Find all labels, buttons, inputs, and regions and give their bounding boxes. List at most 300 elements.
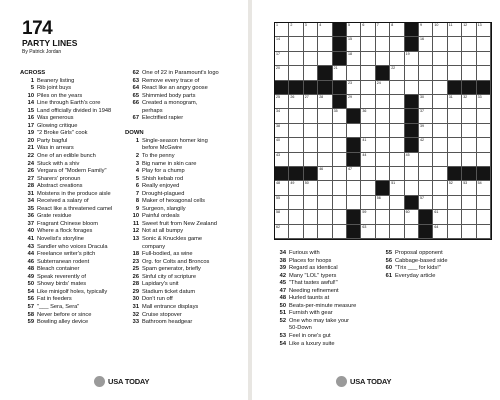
grid-cell[interactable] — [448, 109, 462, 123]
cell-number: 57 — [420, 195, 424, 200]
grid-cell[interactable] — [318, 210, 332, 224]
grid-cell[interactable] — [304, 37, 318, 51]
grid-cell[interactable] — [419, 124, 433, 138]
grid-cell[interactable] — [333, 167, 347, 181]
grid-cell[interactable] — [347, 124, 361, 138]
grid-cell[interactable] — [333, 225, 347, 239]
grid-cell[interactable] — [275, 95, 289, 109]
grid-block — [347, 225, 361, 239]
grid-cell[interactable] — [390, 52, 404, 66]
grid-cell[interactable] — [376, 95, 390, 109]
clue-text: React like a threatened camel — [37, 205, 113, 212]
cell-number: 53 — [463, 181, 468, 186]
clue-item — [272, 273, 374, 281]
grid-cell[interactable] — [433, 23, 447, 37]
grid-cell[interactable] — [390, 153, 404, 167]
grid-cell[interactable] — [390, 196, 404, 210]
grid-cell[interactable] — [289, 196, 303, 210]
grid-cell[interactable] — [405, 52, 419, 66]
grid-cell[interactable] — [376, 37, 390, 51]
grid-cell[interactable] — [477, 153, 491, 167]
clue-item — [20, 93, 122, 101]
clue-number: 50 — [27, 281, 34, 288]
grid-cell[interactable] — [318, 109, 332, 123]
clue-text: One who may take your — [289, 317, 350, 324]
grid-cell[interactable] — [448, 196, 462, 210]
grid-cell[interactable] — [448, 124, 462, 138]
grid-cell[interactable] — [347, 95, 361, 109]
grid-cell[interactable] — [318, 225, 332, 239]
grid-cell[interactable] — [390, 109, 404, 123]
clue-item — [125, 289, 243, 297]
grid-cell[interactable] — [289, 124, 303, 138]
grid-block — [405, 95, 419, 109]
cell-number: 40 — [276, 138, 280, 143]
grid-cell[interactable] — [333, 196, 347, 210]
grid-cell[interactable] — [376, 138, 390, 152]
clue-item — [20, 296, 122, 304]
clue-text: Maker of hexagonal cells — [142, 198, 205, 205]
grid-cell[interactable] — [405, 66, 419, 80]
clue-item — [378, 273, 488, 281]
grid-cell[interactable] — [361, 138, 375, 152]
cell-number: 27 — [304, 95, 309, 99]
clue-item — [20, 259, 122, 267]
grid-block — [275, 81, 289, 95]
grid-cell[interactable] — [477, 37, 491, 51]
grid-cell[interactable] — [361, 23, 375, 37]
grid-cell[interactable] — [419, 138, 433, 152]
cell-number: 43 — [276, 152, 280, 157]
clue-text: Received a salary of — [37, 198, 89, 205]
grid-cell[interactable] — [462, 52, 476, 66]
grid-cell[interactable] — [347, 52, 361, 66]
clue-number: 65 — [132, 92, 139, 99]
grid-cell[interactable] — [361, 196, 375, 210]
grid-cell[interactable] — [289, 66, 303, 80]
grid-cell[interactable] — [477, 23, 491, 37]
grid-cell[interactable] — [419, 153, 433, 167]
grid-cell[interactable] — [433, 37, 447, 51]
clue-item — [20, 153, 122, 161]
clue-number: 31 — [27, 190, 34, 197]
grid-cell[interactable] — [376, 167, 390, 181]
grid-cell[interactable] — [462, 23, 476, 37]
puzzle-number: 174 — [22, 18, 53, 39]
grid-cell[interactable] — [448, 181, 462, 195]
grid-cell[interactable] — [477, 66, 491, 80]
grid-cell[interactable] — [405, 167, 419, 181]
grid-cell[interactable] — [361, 52, 375, 66]
grid-cell[interactable] — [289, 153, 303, 167]
clue-item — [125, 161, 243, 169]
grid-cell[interactable] — [433, 81, 447, 95]
grid-cell[interactable] — [390, 81, 404, 95]
grid-cell[interactable] — [462, 95, 476, 109]
clue-text: Rib joint buys — [37, 85, 72, 92]
grid-cell[interactable] — [275, 66, 289, 80]
clue-item — [125, 183, 243, 191]
grid-cell[interactable] — [448, 66, 462, 80]
grid-cell[interactable] — [333, 66, 347, 80]
grid-cell[interactable] — [419, 95, 433, 109]
grid-cell[interactable] — [304, 138, 318, 152]
grid-cell[interactable] — [289, 181, 303, 195]
clue-item — [20, 206, 122, 214]
clue-item — [20, 183, 122, 191]
grid-block — [347, 109, 361, 123]
grid-cell[interactable] — [390, 167, 404, 181]
grid-cell[interactable] — [390, 225, 404, 239]
grid-cell[interactable] — [347, 81, 361, 95]
grid-block — [333, 23, 347, 37]
grid-cell[interactable] — [419, 196, 433, 210]
grid-cell[interactable] — [361, 167, 375, 181]
grid-cell[interactable] — [477, 52, 491, 66]
grid-cell[interactable] — [462, 66, 476, 80]
grid-cell[interactable] — [405, 210, 419, 224]
grid-cell[interactable] — [376, 23, 390, 37]
grid-cell[interactable] — [433, 167, 447, 181]
grid-cell[interactable] — [275, 181, 289, 195]
grid-cell[interactable] — [462, 138, 476, 152]
grid-cell[interactable] — [448, 210, 462, 224]
grid-cell[interactable] — [376, 210, 390, 224]
grid-cell[interactable] — [419, 37, 433, 51]
grid-cell[interactable] — [347, 66, 361, 80]
grid-cell[interactable] — [448, 138, 462, 152]
grid-cell[interactable] — [433, 109, 447, 123]
clue-item — [20, 130, 122, 138]
clue-text: Sandler who voices Dracula — [37, 243, 108, 250]
grid-cell[interactable] — [275, 23, 289, 37]
grid-cell[interactable] — [376, 52, 390, 66]
grid-cell[interactable] — [318, 52, 332, 66]
cell-number: 34 — [276, 109, 280, 114]
clue-text: Fat in feeders — [37, 296, 72, 303]
grid-cell[interactable] — [433, 153, 447, 167]
grid-cell[interactable] — [419, 167, 433, 181]
grid-block — [304, 81, 318, 95]
grid-cell[interactable] — [275, 225, 289, 239]
clue-item — [125, 296, 243, 304]
cell-number: 46 — [319, 167, 324, 171]
clue-number: 59 — [27, 319, 34, 326]
grid-cell[interactable] — [275, 138, 289, 152]
grid-cell[interactable] — [361, 210, 375, 224]
clue-text: Sinful city of scripture — [142, 273, 197, 280]
cell-number: 3 — [304, 23, 307, 27]
grid-cell[interactable] — [376, 81, 390, 95]
clue-text: Bathroom headgear — [142, 319, 193, 326]
grid-cell[interactable] — [333, 109, 347, 123]
grid-cell[interactable] — [333, 138, 347, 152]
grid-cell[interactable] — [304, 181, 318, 195]
clue-number: 34 — [279, 250, 286, 256]
grid-cell[interactable] — [376, 124, 390, 138]
clue-item — [20, 138, 122, 146]
grid-cell[interactable] — [304, 52, 318, 66]
grid-cell[interactable] — [304, 23, 318, 37]
grid-cell[interactable] — [462, 109, 476, 123]
grid-cell[interactable] — [477, 210, 491, 224]
grid-cell[interactable] — [318, 196, 332, 210]
grid-cell[interactable] — [361, 81, 375, 95]
cell-number: 17 — [276, 51, 280, 56]
grid-cell[interactable] — [275, 37, 289, 51]
grid-cell[interactable] — [347, 23, 361, 37]
grid-block — [376, 66, 390, 80]
grid-cell[interactable] — [433, 124, 447, 138]
clue-number: 58 — [27, 311, 34, 318]
grid-cell[interactable] — [405, 225, 419, 239]
cell-number: 30 — [420, 95, 424, 99]
grid-cell[interactable] — [361, 225, 375, 239]
grid-cell[interactable] — [275, 153, 289, 167]
grid-cell[interactable] — [405, 81, 419, 95]
clue-item — [125, 168, 243, 176]
grid-cell[interactable] — [304, 153, 318, 167]
footer-brand-left: USA TODAY — [108, 377, 150, 386]
grid-cell[interactable] — [318, 167, 332, 181]
grid-cell[interactable] — [361, 181, 375, 195]
clue-item — [20, 221, 122, 229]
clue-number: 57 — [27, 303, 34, 310]
clue-number: 2 — [135, 153, 139, 160]
grid-cell[interactable] — [361, 153, 375, 167]
grid-cell[interactable] — [304, 124, 318, 138]
grid-cell[interactable] — [304, 210, 318, 224]
grid-cell[interactable] — [275, 52, 289, 66]
grid-cell[interactable] — [376, 109, 390, 123]
grid-cell[interactable] — [289, 225, 303, 239]
clue-text: Freelance writer's pitch — [37, 251, 96, 258]
grid-block — [405, 37, 419, 51]
grid-cell[interactable] — [304, 196, 318, 210]
grid-cell[interactable] — [304, 109, 318, 123]
grid-cell[interactable] — [361, 66, 375, 80]
grid-cell[interactable] — [318, 23, 332, 37]
grid-block — [419, 225, 433, 239]
clue-number: 47 — [279, 287, 286, 294]
clue-item — [20, 266, 122, 274]
grid-cell[interactable] — [347, 37, 361, 51]
grid-cell[interactable] — [405, 153, 419, 167]
cell-number: 24 — [376, 80, 381, 85]
grid-cell[interactable] — [304, 95, 318, 109]
cell-number: 52 — [448, 181, 453, 186]
grid-cell[interactable] — [304, 66, 318, 80]
clue-text: Speak reverently of — [37, 273, 87, 280]
grid-cell[interactable] — [462, 153, 476, 167]
grid-cell[interactable] — [419, 66, 433, 80]
grid-cell[interactable] — [333, 153, 347, 167]
grid-cell[interactable] — [477, 225, 491, 239]
grid-cell[interactable] — [361, 109, 375, 123]
grid-cell[interactable] — [390, 37, 404, 51]
clue-number: 30 — [132, 296, 139, 303]
grid-cell[interactable] — [477, 124, 491, 138]
grid-block — [289, 167, 303, 181]
grid-cell[interactable] — [390, 95, 404, 109]
grid-cell[interactable] — [390, 66, 404, 80]
grid-cell[interactable] — [433, 225, 447, 239]
clue-item — [125, 206, 243, 214]
grid-block — [405, 109, 419, 123]
clue-text: Was in arrears — [37, 145, 74, 152]
grid-cell[interactable] — [448, 52, 462, 66]
grid-cell[interactable] — [333, 181, 347, 195]
grid-cell[interactable] — [462, 37, 476, 51]
clue-text: Land officially divided in 1948 — [37, 107, 112, 114]
clue-number: 1 — [135, 137, 139, 144]
grid-cell[interactable] — [419, 81, 433, 95]
clue-item — [272, 303, 374, 311]
grid-cell[interactable] — [304, 225, 318, 239]
cell-number: 61 — [434, 210, 439, 215]
clue-text: Subterranean rodent — [37, 258, 90, 265]
clue-number: 41 — [27, 236, 34, 243]
clue-text: Mall entrance displays — [142, 303, 199, 310]
clue-text: Proposal opponent — [395, 250, 443, 256]
grid-cell[interactable] — [390, 181, 404, 195]
clue-item — [125, 251, 243, 259]
grid-cell[interactable] — [289, 138, 303, 152]
grid-cell[interactable] — [376, 153, 390, 167]
grid-cell[interactable] — [333, 210, 347, 224]
grid-cell[interactable] — [361, 37, 375, 51]
grid-cell[interactable] — [448, 95, 462, 109]
grid-cell[interactable] — [275, 210, 289, 224]
clue-number: 6 — [135, 183, 139, 190]
grid-cell[interactable] — [347, 196, 361, 210]
grid-cell[interactable] — [448, 37, 462, 51]
crossword-grid[interactable] — [274, 22, 492, 240]
clue-text: Sharers' pronoun — [37, 175, 81, 182]
clue-item — [272, 341, 374, 349]
cell-number: 41 — [362, 138, 367, 143]
grid-cell[interactable] — [289, 52, 303, 66]
grid-cell[interactable] — [433, 196, 447, 210]
clue-number: 60 — [385, 265, 392, 272]
grid-cell[interactable] — [376, 225, 390, 239]
grid-cell[interactable] — [289, 95, 303, 109]
clue-text: Was generous — [37, 115, 74, 122]
grid-cell[interactable] — [333, 124, 347, 138]
clue-number: 55 — [385, 250, 392, 256]
clue-item — [20, 85, 122, 93]
grid-cell[interactable] — [477, 138, 491, 152]
grid-cell[interactable] — [419, 181, 433, 195]
grid-cell[interactable] — [289, 37, 303, 51]
cell-number: 11 — [448, 23, 453, 27]
clue-text: Big name in skin care — [142, 160, 197, 167]
grid-cell[interactable] — [318, 95, 332, 109]
clue-item — [272, 288, 374, 296]
clue-number: 54 — [279, 340, 286, 347]
grid-cell[interactable] — [361, 124, 375, 138]
grid-cell[interactable] — [462, 196, 476, 210]
grid-cell[interactable] — [448, 153, 462, 167]
grid-cell[interactable] — [347, 167, 361, 181]
grid-cell[interactable] — [289, 109, 303, 123]
grid-cell[interactable] — [462, 181, 476, 195]
grid-cell[interactable] — [390, 138, 404, 152]
grid-block — [405, 23, 419, 37]
grid-cell[interactable] — [318, 138, 332, 152]
clue-item — [125, 145, 243, 153]
grid-cell[interactable] — [347, 181, 361, 195]
grid-cell[interactable] — [477, 181, 491, 195]
grid-cell[interactable] — [448, 23, 462, 37]
clue-item — [125, 228, 243, 236]
clue-text: company — [142, 243, 166, 250]
grid-cell[interactable] — [275, 124, 289, 138]
grid-cell[interactable] — [477, 109, 491, 123]
clue-text: Vergara of "Modern Family" — [37, 168, 107, 175]
clue-item — [125, 281, 243, 289]
clue-number: 44 — [27, 251, 34, 258]
grid-cell[interactable] — [405, 181, 419, 195]
clue-text: Lapidary's unit — [142, 281, 179, 288]
clue-item — [272, 280, 374, 288]
grid-cell[interactable] — [419, 23, 433, 37]
grid-cell[interactable] — [318, 181, 332, 195]
grid-cell[interactable] — [433, 66, 447, 80]
grid-cell[interactable] — [390, 23, 404, 37]
grid-cell[interactable] — [419, 109, 433, 123]
clue-number: 5 — [135, 175, 139, 182]
grid-cell[interactable] — [376, 196, 390, 210]
grid-cell[interactable] — [419, 52, 433, 66]
grid-cell[interactable] — [477, 95, 491, 109]
grid-cell[interactable] — [318, 37, 332, 51]
clue-number: 23 — [132, 258, 139, 265]
grid-cell[interactable] — [390, 124, 404, 138]
grid-cell[interactable] — [275, 196, 289, 210]
clue-item — [20, 251, 122, 259]
grid-cell[interactable] — [433, 181, 447, 195]
grid-cell[interactable] — [289, 210, 303, 224]
grid-cell[interactable] — [477, 196, 491, 210]
grid-cell[interactable] — [318, 124, 332, 138]
grid-cell[interactable] — [433, 52, 447, 66]
grid-cell[interactable] — [318, 153, 332, 167]
cell-number: 1 — [276, 23, 278, 27]
cell-number: 45 — [405, 152, 410, 157]
grid-cell[interactable] — [462, 210, 476, 224]
grid-cell[interactable] — [390, 210, 404, 224]
grid-cell[interactable] — [275, 109, 289, 123]
grid-cell[interactable] — [433, 95, 447, 109]
cell-number: 20 — [276, 66, 280, 71]
cell-number: 14 — [276, 37, 280, 42]
clue-number: 33 — [132, 319, 139, 326]
clue-item — [272, 333, 374, 341]
clue-text: Abstract creations — [37, 183, 83, 190]
grid-cell[interactable] — [448, 225, 462, 239]
grid-cell[interactable] — [289, 23, 303, 37]
clue-text: Needing refinement — [289, 287, 339, 294]
grid-cell[interactable] — [361, 95, 375, 109]
grid-cell[interactable] — [433, 210, 447, 224]
clue-item — [20, 289, 122, 297]
grid-cell[interactable] — [462, 225, 476, 239]
clue-column-2 — [125, 70, 243, 327]
grid-cell[interactable] — [462, 124, 476, 138]
grid-cell[interactable] — [433, 138, 447, 152]
clue-number: 21 — [27, 145, 34, 152]
